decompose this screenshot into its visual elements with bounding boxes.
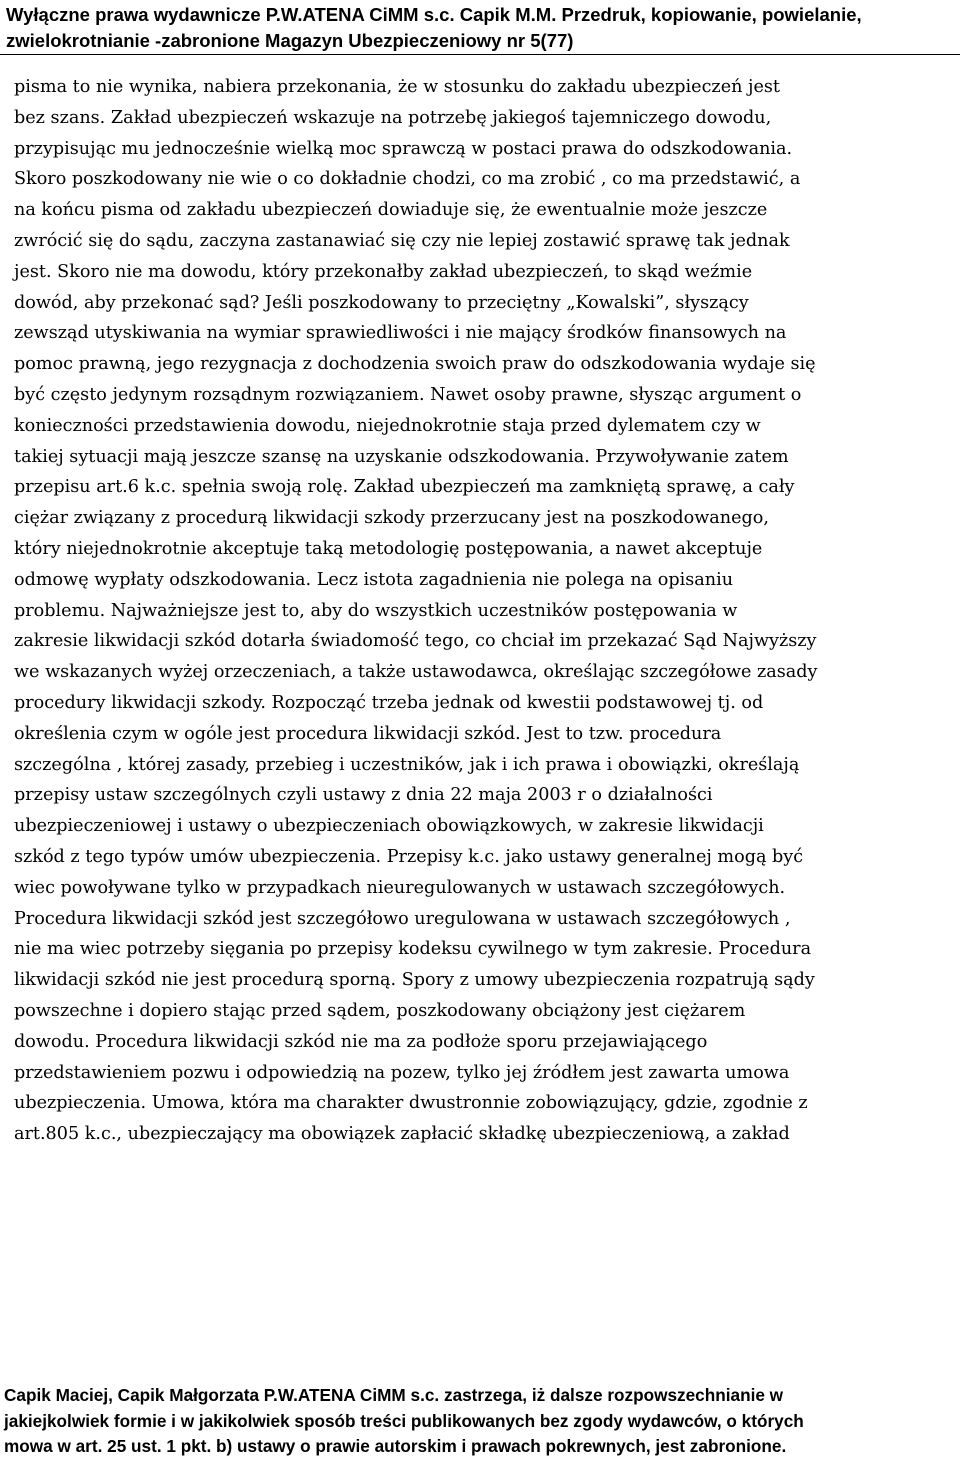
body-line: ubezpieczenia. Umowa, która ma charakter dwustronnie zobowiązujący, gdzie, zgodnie z xyxy=(14,1093,808,1114)
body-line: zakresie likwidacji szkód dotarła świadomość tego, co chciał im przekazać Sąd Najwyższy xyxy=(14,631,817,652)
body-line: Procedura likwidacji szkód jest szczegółowo uregulowana w ustawach szczegółowych , xyxy=(14,908,791,929)
page-footer xyxy=(4,1383,960,1460)
body-line: szczególna , której zasady, przebieg i uczestników, jak i ich prawa i obowiązki, określają xyxy=(14,754,800,775)
body-line: procedury likwidacji szkody. Rozpocząć trzeba jednak od kwestii podstawowej tj. od xyxy=(14,692,764,713)
body-line: przedstawieniem pozwu i odpowiedzią na pozew, tylko jej źródłem jest zawarta umowa xyxy=(14,1062,790,1083)
body-line: pisma to nie wynika, nabiera przekonania, że w stosunku do zakładu ubezpieczeń jest xyxy=(14,77,781,97)
body-line: zewsząd utyskiwania na wymiar sprawiedliwości i nie mający środków finansowych na xyxy=(14,323,787,344)
footer-line: Capik Maciej, Capik Małgorzata P.W.ATENA CiMM s.c. zastrzega, iż dalsze rozpowszechnianie w xyxy=(4,1385,784,1405)
body-line: pomoc prawną, jego rezygnacja z dochodzenia swoich praw do odszkodowania wydaje się xyxy=(14,354,816,375)
body-line: konieczności przedstawienia dowodu, niejednokrotnie staja przed dylematem czy w xyxy=(14,415,761,436)
body-line: określenia czym w ogóle jest procedura likwidacji szkód. Jest to tzw. procedura xyxy=(14,723,722,744)
body-line: Skoro poszkodowany nie wie o co dokładnie chodzi, co ma zrobić , co ma przedstawić, a xyxy=(14,169,801,190)
body-line: zwrócić się do sądu, zaczyna zastanawiać się czy nie lepiej zostawić sprawę tak jednak xyxy=(14,230,790,251)
body-line: powszechne i dopiero stając przed sądem, poszkodowany obciążony jest ciężarem xyxy=(14,1000,746,1021)
body-line: art.805 k.c., ubezpieczający ma obowiązek zapłacić składkę ubezpieczeniową, a zakład xyxy=(14,1124,790,1145)
body-line: nie ma wiec potrzeby sięgania po przepisy kodeksu cywilnego w tym zakresie. Procedura xyxy=(14,939,812,960)
body-line: dowodu. Procedura likwidacji szkód nie ma za podłoże sporu przejawiającego xyxy=(14,1031,708,1052)
footer-line: mowa w art. 25 ust. 1 pkt. b) ustawy o prawie autorskim i prawach pokrewnych, jest zabronione. xyxy=(4,1436,787,1456)
body-line: dowód, aby przekonać sąd? Jeśli poszkodowany to przeciętny „Kowalski”, słyszący xyxy=(14,292,749,313)
body-line: który niejednokrotnie akceptuje taką metodologię postępowania, a nawet akceptuje xyxy=(14,538,763,559)
body-line: ubezpieczeniowej i ustawy o ubezpieczeniach obowiązkowych, w zakresie likwidacji xyxy=(14,816,764,837)
body-line: takiej sytuacji mają jeszcze szansę na uzyskanie odszkodowania. Przywoływanie zatem xyxy=(14,446,789,467)
body-line: problemu. Najważniejsze jest to, aby do wszystkich uczestników postępowania w xyxy=(14,600,738,621)
header-divider xyxy=(0,54,960,55)
body-line: jest. Skoro nie ma dowodu, który przekonałby zakład ubezpieczeń, to skąd weźmie xyxy=(14,261,753,282)
body-line: wiec powoływane tylko w przypadkach nieuregulowanych w ustawach szczegółowych. xyxy=(14,877,786,898)
body-line: na końcu pisma od zakładu ubezpieczeń dowiaduje się, że ewentualnie może jeszcze xyxy=(14,200,768,221)
body-line: ciężar związany z procedurą likwidacji szkody przerzucany jest na poszkodowanego, xyxy=(14,508,769,529)
article-body xyxy=(14,72,960,1150)
body-line: przypisując mu jednocześnie wielką moc sprawczą w postaci prawa do odszkodowania. xyxy=(14,138,793,159)
body-line: być często jedynym rozsądnym rozwiązaniem. Nawet osoby prawne, słysząc argument o xyxy=(14,384,802,405)
header-line: zwielokrotnianie -zabronione Magazyn Ubezpieczeniowy nr 5(77) xyxy=(6,30,574,51)
body-line: bez szans. Zakład ubezpieczeń wskazuje na potrzebę jakiegoś tajemniczego dowodu, xyxy=(14,107,772,128)
body-line: odmowę wypłaty odszkodowania. Lecz istota zagadnienia nie polega na opisaniu xyxy=(14,569,734,590)
body-line: przepisy ustaw szczególnych czyli ustawy z dnia 22 maja 2003 r o działalności xyxy=(14,785,713,806)
body-line: przepisu art.6 k.c. spełnia swoją rolę. Zakład ubezpieczeń ma zamkniętą sprawę, a cały xyxy=(14,477,795,498)
body-line: we wskazanych wyżej orzeczeniach, a także ustawodawca, określając szczegółowe zasady xyxy=(14,662,818,683)
header-line: Wyłączne prawa wydawnicze P.W.ATENA CiMM s.c. Capik M.M. Przedruk, kopiowanie, powielanie, xyxy=(6,4,862,25)
footer-line: jakiejkolwiek formie i w jakikolwiek sposób treści publikowanych bez zgody wydawców, o których xyxy=(4,1410,804,1431)
body-line: szkód z tego typów umów ubezpieczenia. Przepisy k.c. jako ustawy generalnej mogą być xyxy=(14,846,804,867)
page-header xyxy=(6,2,956,54)
body-line: likwidacji szkód nie jest procedurą sporną. Spory z umowy ubezpieczenia rozpatrują sądy xyxy=(14,970,815,991)
